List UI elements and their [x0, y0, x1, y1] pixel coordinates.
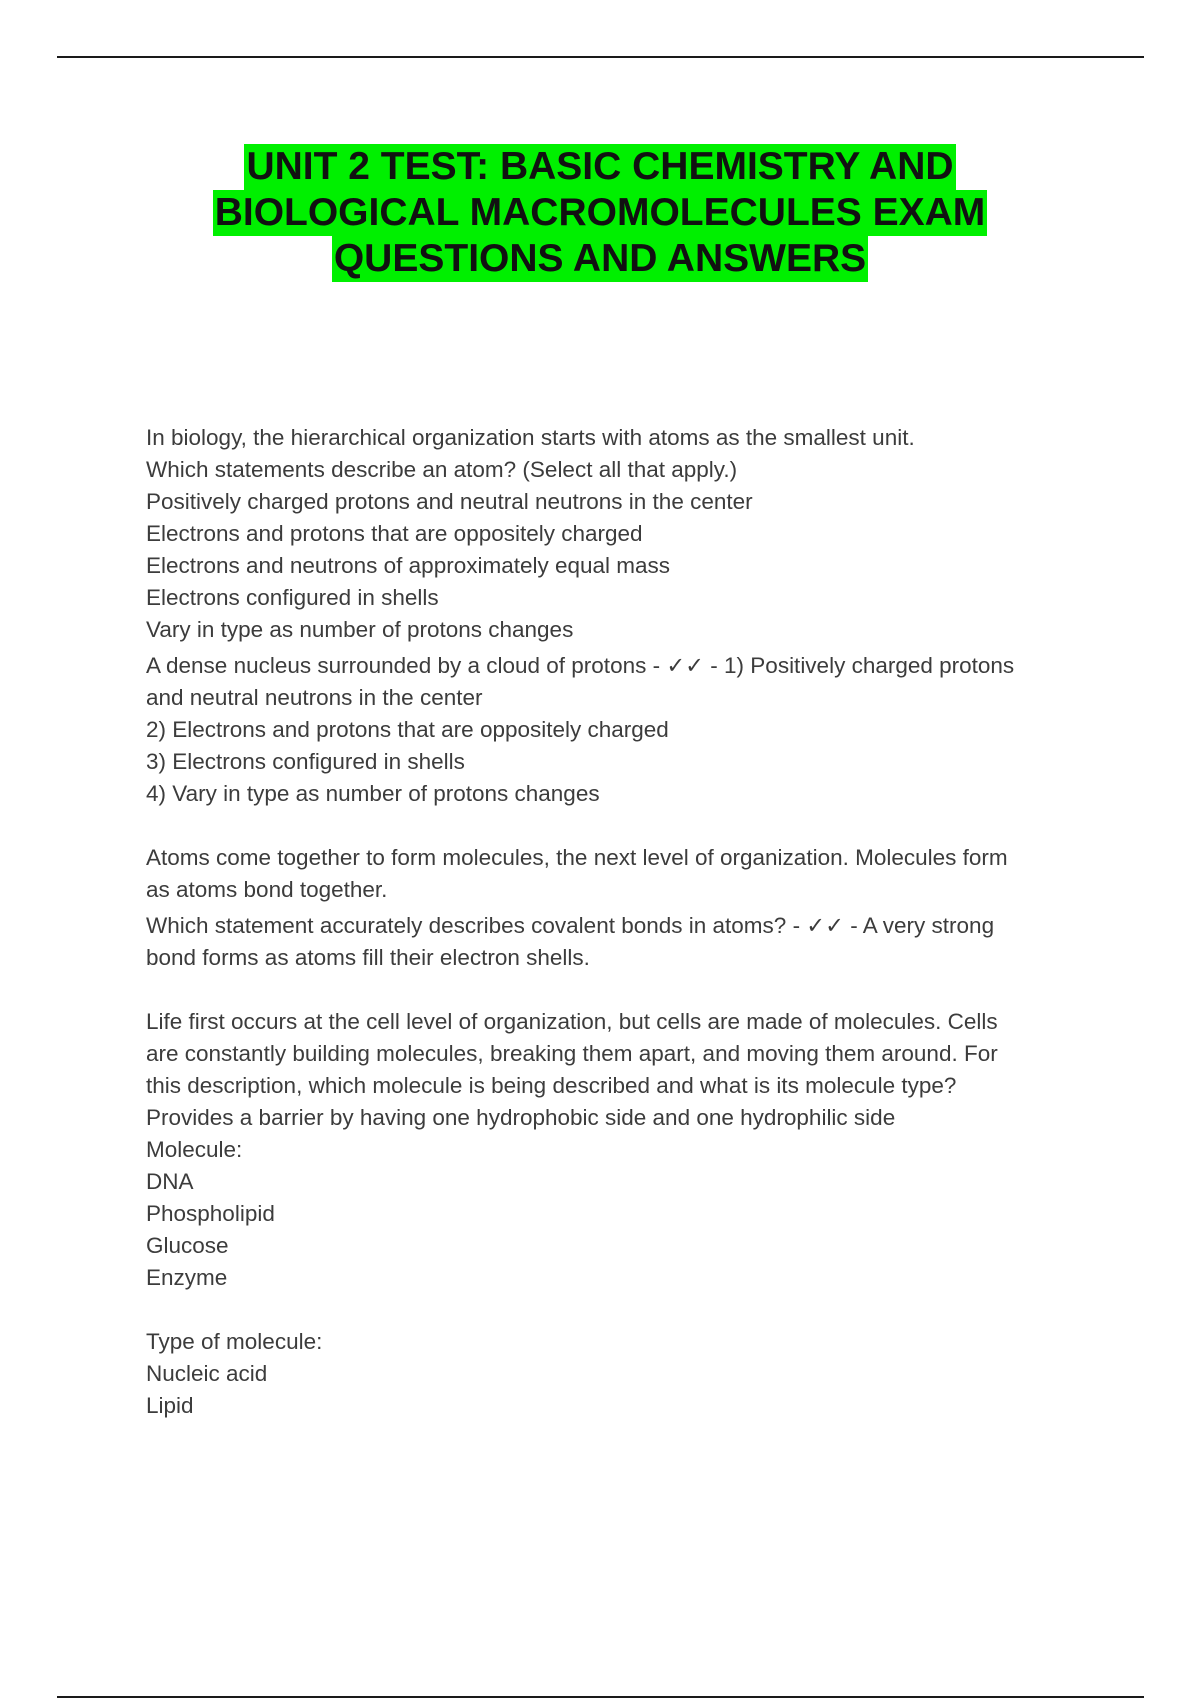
- q2-prompt-line: Atoms come together to form molecules, the next level of organization. Molecules form: [146, 845, 1008, 870]
- q3-prompt-line: Life first occurs at the cell level of organization, but cells are made of molecules. Cells: [146, 1009, 998, 1034]
- question-2: [146, 842, 1106, 974]
- q2-answer-line: Which statement accurately describes covalent bonds in atoms? - ✓✓ - A very strong: [146, 913, 995, 938]
- q3-molecule-option: DNA: [146, 1169, 194, 1194]
- q1-answer-line: 2) Electrons and protons that are oppositely charged: [146, 717, 669, 742]
- q1-answer-line: 3) Electrons configured in shells: [146, 749, 465, 774]
- q3-prompt-line: are constantly building molecules, breaking them apart, and moving them around. For: [146, 1041, 998, 1066]
- q3-molecule-option: Enzyme: [146, 1265, 228, 1290]
- q3-type-option: Nucleic acid: [146, 1361, 268, 1386]
- title-line-1: UNIT 2 TEST: BASIC CHEMISTRY AND: [246, 145, 954, 188]
- question-3: [146, 1006, 1106, 1422]
- q3-prompt-line: this description, which molecule is being described and what is its molecule type?: [146, 1073, 957, 1098]
- q1-answer-line: 4) Vary in type as number of protons changes: [146, 781, 600, 806]
- q1-option: Electrons and protons that are oppositely charged: [146, 521, 643, 546]
- q3-type-option: Lipid: [146, 1393, 194, 1418]
- q1-option: Electrons and neutrons of approximately equal mass: [146, 553, 671, 578]
- title-line-2: BIOLOGICAL MACROMOLECULES EXAM: [214, 191, 986, 234]
- top-rule: [57, 56, 1144, 58]
- q3-prompt-line: Provides a barrier by having one hydrophobic side and one hydrophilic side: [146, 1105, 896, 1130]
- q1-prompt-line: In biology, the hierarchical organization starts with atoms as the smallest unit.: [146, 425, 915, 450]
- bottom-rule: [57, 1696, 1144, 1698]
- q1-option: Positively charged protons and neutral neutrons in the center: [146, 489, 753, 514]
- document-body: [146, 422, 1106, 1422]
- q3-type-label: Type of molecule:: [146, 1329, 323, 1354]
- q1-answer-line: A dense nucleus surrounded by a cloud of protons - ✓✓ - 1) Positively charged protons: [146, 653, 1015, 678]
- q3-molecule-option: Glucose: [146, 1233, 229, 1258]
- q1-option: Vary in type as number of protons changes: [146, 617, 574, 642]
- q1-prompt-line: Which statements describe an atom? (Select all that apply.): [146, 457, 738, 482]
- q3-molecule-option: Phospholipid: [146, 1201, 275, 1226]
- document-title: [100, 144, 1100, 282]
- q3-molecule-label: Molecule:: [146, 1137, 243, 1162]
- q2-prompt-line: as atoms bond together.: [146, 877, 388, 902]
- question-1: [146, 422, 1106, 810]
- title-line-3: QUESTIONS AND ANSWERS: [333, 237, 867, 280]
- q2-answer-line: bond forms as atoms fill their electron shells.: [146, 945, 590, 970]
- q1-answer-line: and neutral neutrons in the center: [146, 685, 483, 710]
- q1-option: Electrons configured in shells: [146, 585, 439, 610]
